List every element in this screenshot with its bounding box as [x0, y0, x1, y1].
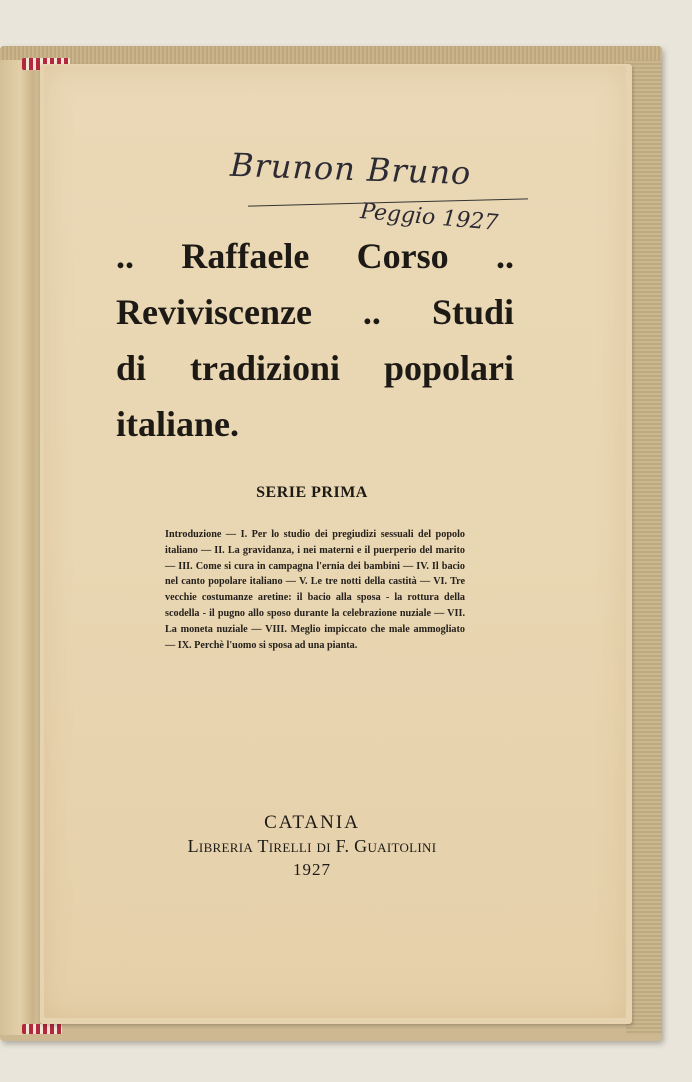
handwritten-owner-name: Brunon Bruno: [229, 145, 472, 193]
title-line-2: Reviviscenze .. Studi: [116, 292, 514, 332]
series-label: SERIE PRIMA: [256, 484, 368, 501]
title-line-3: di tradizioni popolari: [116, 348, 514, 388]
imprint-publisher: Libreria Tirelli di F. Guaitolini: [187, 836, 437, 856]
title-line-author: .. Raffaele Corso ..: [116, 236, 514, 276]
table-of-contents: Introduzione — I. Per lo studio dei pregiudizi sessuali del popolo italiano — II. La gravidanza, i nei materni e il puerperio del marito — III. Come si cura in campagna l'ernia dei bambini — IV. Il bacio nel canto popolare italiano — V. Le tre notti della castità — VI. Tre vecchie costumanze aretine: il bacio alla sposa - la rottura della scodella - il pugno allo sposo durante la celebrazione nuziale — VII. La moneta nuziale — VIII. Meglio impiccato che male ammogliato — IX. Perchè l'uomo si sposa ad una pianta.: [165, 529, 465, 651]
imprint-year: 1927: [293, 860, 331, 879]
imprint-city: CATANIA: [264, 812, 360, 833]
headband-bottom: [22, 1024, 62, 1034]
book-spine: [0, 60, 34, 1035]
handwritten-date: Peggio 1927: [359, 199, 500, 236]
book-title: [116, 228, 514, 452]
title-line-4: italiane.: [116, 404, 239, 444]
